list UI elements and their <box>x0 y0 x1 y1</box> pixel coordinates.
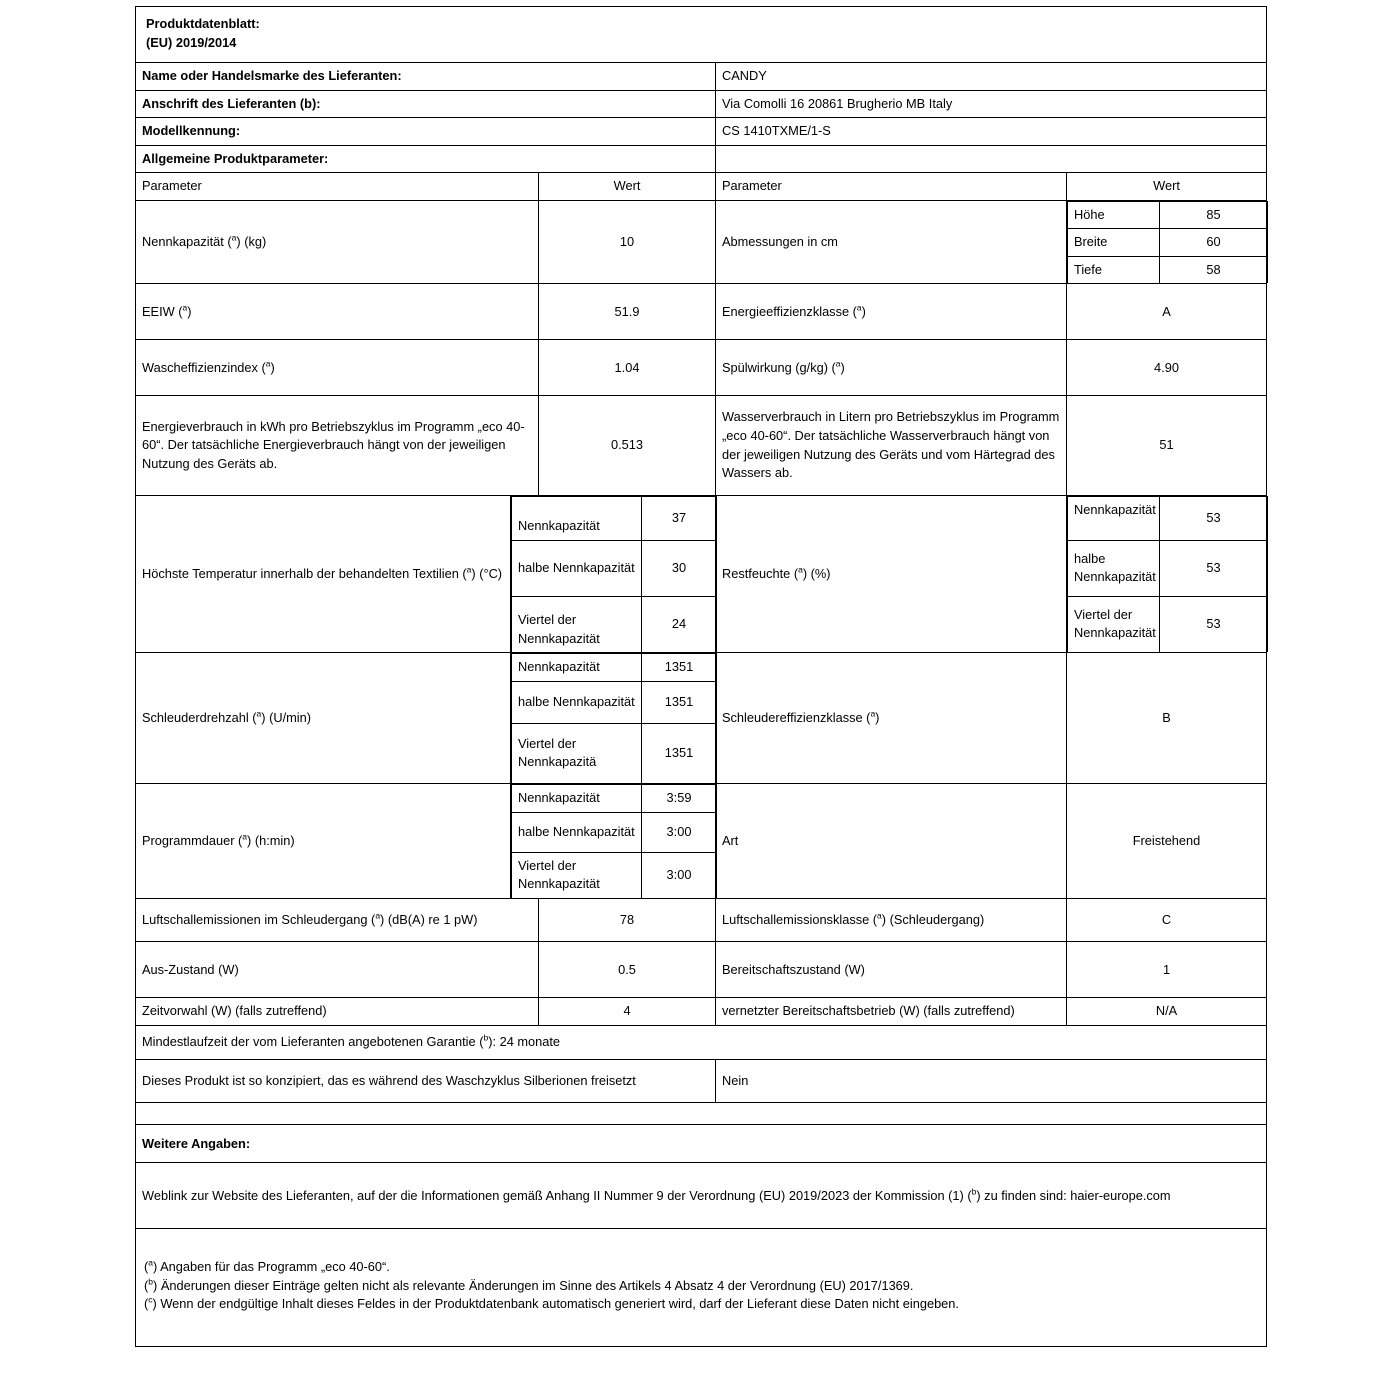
spin-quarter-value: 1351 <box>642 723 717 783</box>
program-duration-type-row <box>136 784 1267 899</box>
temp-half-value: 30 <box>642 540 717 596</box>
temperature-item <box>512 596 717 652</box>
product-fiche-table <box>135 6 1267 1347</box>
duration-item <box>512 785 717 813</box>
warranty-row <box>136 1025 1267 1059</box>
water-consumption-label: Wasserverbrauch in Litern pro Betriebszyklus im Programm „eco 40-60“. Der tatsächliche Wasserverbrauch hängt von der jeweiligen Nutzung des Geräts und vom Härtegrad des Wassers ab. <box>716 396 1067 495</box>
silver-ions-row <box>136 1059 1267 1103</box>
airborne-noise-label: Luftschallemissionen im Schleudergang ($^a$) (dB(A) re 1 pW) <box>136 898 539 942</box>
temperature-item <box>512 540 717 596</box>
supplier-name-value: CANDY <box>716 63 1267 91</box>
footnote-marker-b: b <box>483 1032 489 1043</box>
spin-item <box>512 723 717 783</box>
moisture-quarter-value: 53 <box>1160 596 1268 652</box>
temp-rated-label: Nennkapazität <box>512 496 642 540</box>
dimensions-values <box>1067 200 1267 284</box>
dimension-item <box>1068 201 1268 229</box>
duration-item <box>512 812 717 852</box>
spin-half-label: halbe Nennkapazität <box>512 681 642 723</box>
footnote-marker-a: a <box>148 1257 153 1268</box>
moisture-item <box>1068 496 1268 540</box>
noise-class-value: C <box>1067 898 1267 942</box>
duration-half-label: halbe Nennkapazität <box>512 812 642 852</box>
program-duration-label: Programmdauer ($^a$) (h:min) <box>136 784 511 899</box>
spacer-cell <box>136 1103 1267 1125</box>
moisture-half-value: 53 <box>1160 540 1268 596</box>
spin-quarter-label: Viertel der Nennkapazitä <box>512 723 642 783</box>
networked-standby-label: vernetzter Bereitschaftsbetrieb (W) (falls zutreffend) <box>716 998 1067 1026</box>
dimension-width-value: 60 <box>1160 229 1268 257</box>
moisture-quarter-label: Viertel der Nennkapazität <box>1068 596 1160 652</box>
delay-networked-row <box>136 998 1267 1026</box>
moisture-rated-value: 53 <box>1160 496 1268 540</box>
weblink-row <box>136 1163 1267 1229</box>
off-standby-row <box>136 942 1267 998</box>
further-info-heading: Weitere Angaben: <box>136 1125 1267 1163</box>
title-line-2: (EU) 2019/2014 <box>146 34 237 50</box>
footnote-a: ($^a$) Angaben für das Programm „eco 40-60“. <box>144 1257 390 1275</box>
duration-quarter-value: 3:00 <box>642 852 717 898</box>
spin-class-value: B <box>1067 653 1267 784</box>
footnote-marker-a: a <box>870 708 876 719</box>
energy-class-label: Energieeffizienzklasse ($^a$) <box>716 284 1067 340</box>
rinsing-value: 4.90 <box>1067 340 1267 396</box>
spin-class-label: Schleudereffizienzklasse ($^a$) <box>716 653 1067 784</box>
footnote-marker-a: a <box>182 302 188 313</box>
wash-efficiency-label: Wascheffizienzindex ($^a$) <box>136 340 539 396</box>
airborne-noise-value: 78 <box>539 898 716 942</box>
moisture-half-label: halbe Nennkapazität <box>1068 540 1160 596</box>
header-parameter-right: Parameter <box>716 173 1067 201</box>
spin-item <box>512 681 717 723</box>
dimension-item <box>1068 256 1268 283</box>
dimension-width-label: Breite <box>1068 229 1160 257</box>
off-mode-label: Aus-Zustand (W) <box>136 942 539 998</box>
spin-item <box>512 654 717 682</box>
moisture-item <box>1068 596 1268 652</box>
residual-moisture-values <box>1067 495 1267 653</box>
type-value: Freistehend <box>1067 784 1267 899</box>
model-label: Modellkennung: <box>136 118 716 146</box>
duration-quarter-label: Viertel der Nennkapazität <box>512 852 642 898</box>
general-parameters-label: Allgemeine Produktparameter: <box>136 145 716 173</box>
residual-moisture-label: Restfeuchte ($^a$) (%) <box>716 495 1067 653</box>
weblink-text: Weblink zur Website des Lieferanten, auf der die Informationen gemäß Anhang II Nummer 9 der Verordnung (EU) 2019/2023 der Kommission (1) ($^b$) zu finden sind: haier-europe.com <box>136 1163 1267 1229</box>
footnote-marker-a: a <box>265 358 271 369</box>
rated-capacity-dimensions-row <box>136 200 1267 284</box>
footnote-marker-b: b <box>971 1186 977 1197</box>
temp-quarter-label: Viertel der Nennkapazität <box>512 596 642 652</box>
rated-capacity-value: 10 <box>539 200 716 284</box>
dimension-depth-label: Tiefe <box>1068 256 1160 283</box>
spin-half-value: 1351 <box>642 681 717 723</box>
further-info-heading-row <box>136 1125 1267 1163</box>
duration-half-value: 3:00 <box>642 812 717 852</box>
silver-ions-label: Dieses Produkt ist so konzipiert, das es während des Waschzyklus Silberionen freisetzt <box>136 1059 716 1103</box>
moisture-rated-label: Nennkapazität <box>1068 496 1160 540</box>
footnote-marker-a: a <box>466 564 472 575</box>
footnote-marker-a: a <box>256 708 262 719</box>
networked-standby-value: N/A <box>1067 998 1267 1026</box>
wash-efficiency-value: 1.04 <box>539 340 716 396</box>
spin-rated-value: 1351 <box>642 654 717 682</box>
temperature-moisture-row <box>136 495 1267 653</box>
dimension-item <box>1068 229 1268 257</box>
supplier-address-value: Via Comolli 16 20861 Brugherio MB Italy <box>716 90 1267 118</box>
spin-speed-class-row <box>136 653 1267 784</box>
spin-speed-values <box>511 653 716 784</box>
title-row <box>136 7 1267 63</box>
dimension-height-value: 85 <box>1160 201 1268 229</box>
wash-efficiency-rinsing-row <box>136 340 1267 396</box>
eeiw-label: EEIW ($^a$) <box>136 284 539 340</box>
footnote-b: ($^b$) Änderungen dieser Einträge gelten nicht als relevante Änderungen im Sinne des Artikels 4 Absatz 4 der Verordnung (EU) 2017/1369. <box>144 1276 914 1293</box>
temp-rated-value: 37 <box>642 496 717 540</box>
noise-row <box>136 898 1267 942</box>
supplier-name-row <box>136 63 1267 91</box>
max-temperature-label: Höchste Temperatur innerhalb der behandelten Textilien ($^a$) (°C) <box>136 495 511 653</box>
standby-mode-value: 1 <box>1067 942 1267 998</box>
footnote-marker-a: a <box>231 232 237 243</box>
temperature-item <box>512 496 717 540</box>
general-parameters-value <box>716 145 1267 173</box>
footnote-marker-c: c <box>148 1294 153 1305</box>
consumption-row <box>136 396 1267 495</box>
warranty-text: Mindestlaufzeit der vom Lieferanten angebotenen Garantie ($^b$): 24 monate <box>136 1025 1267 1059</box>
model-value: CS 1410TXME/1-S <box>716 118 1267 146</box>
document-title <box>136 7 1267 63</box>
general-parameters-row <box>136 145 1267 173</box>
header-parameter-left: Parameter <box>136 173 539 201</box>
type-label: Art <box>716 784 1067 899</box>
energy-class-value: A <box>1067 284 1267 340</box>
duration-item <box>512 852 717 898</box>
footnotes-block <box>136 1229 1267 1347</box>
footnotes-row <box>136 1229 1267 1347</box>
footnote-marker-a: a <box>856 302 862 313</box>
delay-start-value: 4 <box>539 998 716 1026</box>
eeiw-value: 51.9 <box>539 284 716 340</box>
moisture-item <box>1068 540 1268 596</box>
footnote-marker-b: b <box>148 1276 153 1287</box>
title-line-1: Produktdatenblatt: <box>146 16 260 31</box>
temp-quarter-value: 24 <box>642 596 717 652</box>
rinsing-label: Spülwirkung (g/kg) ($^a$) <box>716 340 1067 396</box>
column-header-row <box>136 173 1267 201</box>
spacer-row <box>136 1103 1267 1125</box>
duration-rated-label: Nennkapazität <box>512 785 642 813</box>
duration-rated-value: 3:59 <box>642 785 717 813</box>
footnote-marker-a: a <box>375 910 381 921</box>
footnote-marker-a: a <box>835 358 841 369</box>
footnote-marker-a: a <box>242 831 248 842</box>
water-consumption-value: 51 <box>1067 396 1267 495</box>
temp-half-label: halbe Nennkapazität <box>512 540 642 596</box>
supplier-name-label: Name oder Handelsmarke des Lieferanten: <box>136 63 716 91</box>
dimension-depth-value: 58 <box>1160 256 1268 283</box>
dimension-height-label: Höhe <box>1068 201 1160 229</box>
supplier-address-row <box>136 90 1267 118</box>
standby-mode-label: Bereitschaftszustand (W) <box>716 942 1067 998</box>
header-value-right: Wert <box>1067 173 1267 201</box>
footnote-marker-a: a <box>798 564 803 575</box>
supplier-address-label: Anschrift des Lieferanten (b): <box>136 90 716 118</box>
eeiw-energy-class-row <box>136 284 1267 340</box>
max-temperature-values <box>511 495 716 653</box>
spin-rated-label: Nennkapazität <box>512 654 642 682</box>
model-row <box>136 118 1267 146</box>
silver-ions-value: Nein <box>716 1059 1267 1103</box>
footnote-marker-a: a <box>877 910 882 921</box>
off-mode-value: 0.5 <box>539 942 716 998</box>
delay-start-label: Zeitvorwahl (W) (falls zutreffend) <box>136 998 539 1026</box>
energy-consumption-label: Energieverbrauch in kWh pro Betriebszyklus im Programm „eco 40-60“. Der tatsächliche Energieverbrauch hängt von der jeweiligen Nutzung des Geräts ab. <box>136 396 539 495</box>
program-duration-values <box>511 784 716 899</box>
spin-speed-label: Schleuderdrehzahl ($^a$) (U/min) <box>136 653 511 784</box>
dimensions-label: Abmessungen in cm <box>716 200 1067 284</box>
header-value-left: Wert <box>539 173 716 201</box>
energy-consumption-value: 0.513 <box>539 396 716 495</box>
footnote-c: ($^c$) Wenn der endgültige Inhalt dieses Feldes in der Produktdatenbank automatisch generiert wird, darf der Lieferant diese Daten nicht eingeben. <box>144 1294 959 1312</box>
rated-capacity-label: Nennkapazität ($^a$) (kg) <box>136 200 539 284</box>
noise-class-label: Luftschallemissionsklasse ($^a$) (Schleudergang) <box>716 898 1067 942</box>
